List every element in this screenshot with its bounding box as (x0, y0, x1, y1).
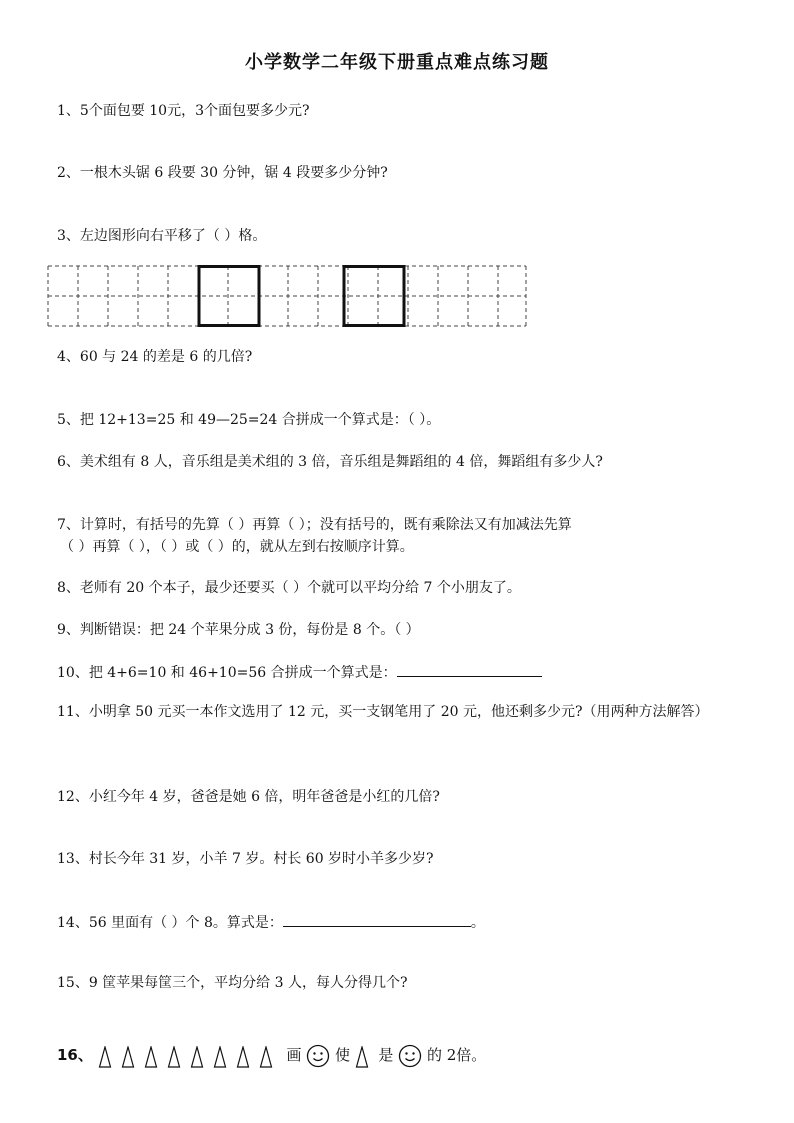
triangle-icon (190, 1046, 204, 1068)
question-16 (57, 1043, 762, 1068)
question-5: 5、把 12+13=25 和 49—25=24 合拼成一个算式是：（ ）。 (57, 412, 441, 428)
draw-label: 画 (286, 1046, 302, 1064)
question-10 (57, 660, 762, 684)
question-6: 6、美术组有 8 人，音乐组是美术组的 3 倍，音乐组是舞蹈组的 4 倍，舞蹈组有多少人? (57, 454, 603, 470)
question-15: 15、9 筐苹果每筐三个，平均分给 3 人，每人分得几个? (57, 975, 408, 991)
question-13: 13、村长今年 31 岁，小羊 7 岁。村长 60 岁时小羊多少岁? (57, 851, 434, 867)
question-10-text: 10、把 4+6=10 和 46+10=56 合拼成一个算式是： (57, 665, 397, 681)
question-7-line-1: 7、计算时，有括号的先算（ ）再算（ ）；没有括号的，既有乘除法又有加减法先算 (57, 517, 572, 533)
smiley-face-icon (398, 1044, 422, 1068)
question-4: 4、60 与 24 的差是 6 的几倍? (57, 349, 253, 365)
question-14-end: 。 (470, 915, 485, 931)
question-1: 1、5个面包要 10元，3个面包要多少元? (57, 103, 310, 119)
page-title: 小学数学二年级下册重点难点练习题 (245, 52, 549, 73)
smiley-face-icon (306, 1044, 330, 1068)
question-3: 3、左边图形向右平移了（ ）格。 (57, 228, 267, 244)
question-14 (57, 910, 762, 934)
times-label: 的 2倍。 (426, 1046, 487, 1064)
question-11: 11、小明拿 50 元买一本作文选用了 12 元，买一支钢笔用了 20 元，他还剩多少元?（用两种方法解答） (57, 704, 709, 720)
triangle-icon (259, 1046, 273, 1068)
translation-grid (47, 265, 531, 329)
triangle-icon (98, 1046, 112, 1068)
question-14-text: 14、56 里面有（ ）个 8。算式是： (57, 915, 283, 931)
triangle-icon (167, 1046, 181, 1068)
question-16-number: 16、 (57, 1046, 93, 1064)
triangle-icon (213, 1046, 227, 1068)
question-9: 9、判断错误：把 24 个苹果分成 3 份，每份是 8 个。（ ） (57, 622, 420, 638)
question-8: 8、老师有 20 个本子，最少还要买（ ）个就可以平均分给 7 个小朋友了。 (57, 580, 521, 596)
triangle-icon (144, 1046, 158, 1068)
question-12: 12、小红今年 4 岁，爸爸是她 6 倍，明年爸爸是小红的几倍? (57, 789, 440, 805)
answer-line (283, 910, 471, 927)
triangle-icon (355, 1046, 369, 1068)
question-7-line-2: （ ）再算（ ），（ ）或（ ）的，就从左到右按顺序计算。 (60, 539, 414, 555)
triangle-row (98, 1046, 282, 1064)
triangle-icon (121, 1046, 135, 1068)
make-label: 使 (335, 1046, 351, 1064)
is-label: 是 (378, 1046, 394, 1064)
question-2: 2、一根木头锯 6 段要 30 分钟，锯 4 段要多少分钟? (57, 165, 388, 181)
triangle-icon (236, 1046, 250, 1068)
original-shape (199, 267, 259, 326)
answer-line (397, 660, 542, 677)
